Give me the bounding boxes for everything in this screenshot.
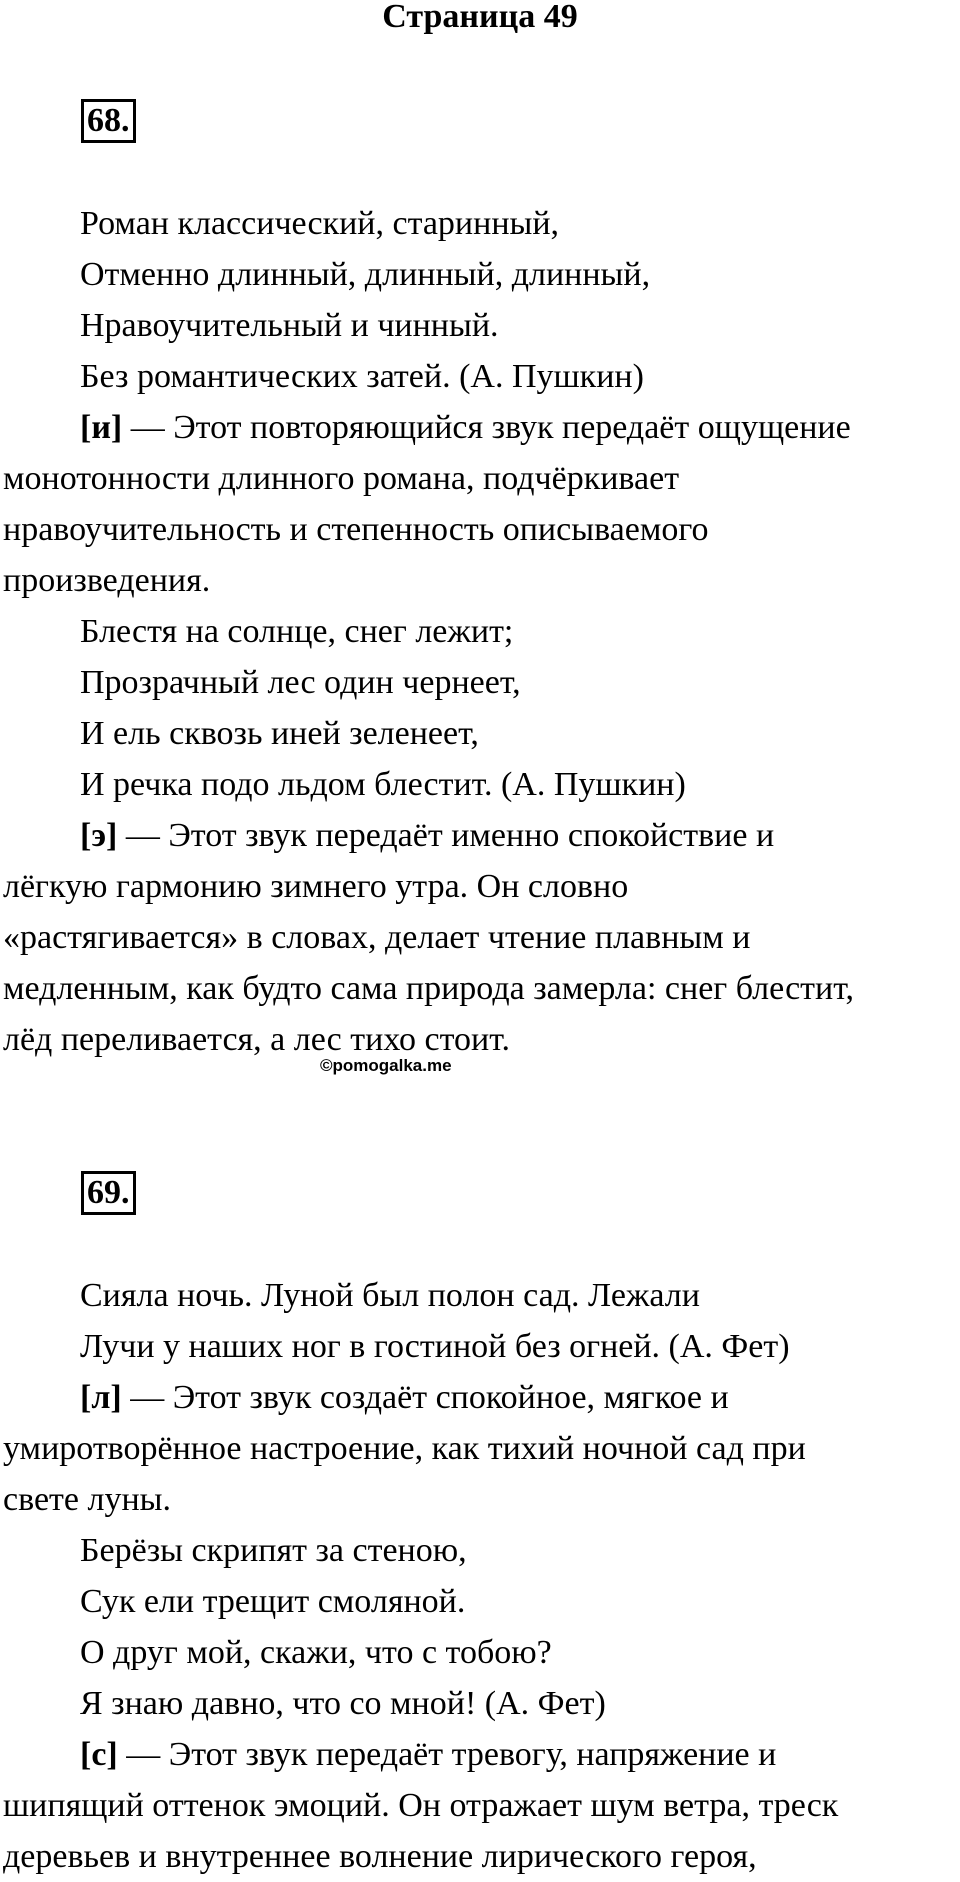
explanation-line: свете луны. bbox=[3, 1481, 171, 1518]
explanation-line bbox=[0, 1729, 960, 1780]
explanation-line: лёд переливается, а лес тихо стоит. bbox=[3, 1021, 511, 1058]
explanation-line bbox=[0, 810, 960, 861]
explanation-text: — Этот повторяющийся звук передаёт ощущение bbox=[122, 409, 851, 446]
sound-label: [с] bbox=[80, 1736, 118, 1773]
sound-label: [л] bbox=[80, 1379, 122, 1416]
poem-line: Роман классический, старинный, bbox=[80, 205, 560, 242]
poem-line: Сук ели трещит смоляной. bbox=[80, 1583, 466, 1620]
poem-line: Сияла ночь. Луной был полон сад. Лежали bbox=[80, 1277, 700, 1314]
explanation-line: умиротворённое настроение, как тихий ночной сад при bbox=[3, 1430, 806, 1467]
explanation-line bbox=[0, 402, 960, 453]
explanation-line: лёгкую гармонию зимнего утра. Он словно bbox=[3, 868, 629, 905]
explanation-line bbox=[0, 1372, 960, 1423]
explanation-text: — Этот звук передаёт тревогу, напряжение и bbox=[117, 1736, 777, 1773]
explanation-line: деревьев и внутреннее волнение лирического героя, bbox=[3, 1838, 757, 1875]
watermark: ©pomogalka.me bbox=[320, 1056, 452, 1075]
task-number-68: 68. bbox=[81, 99, 136, 143]
explanation-text: — Этот звук передаёт именно спокойствие и bbox=[117, 817, 775, 854]
sound-label: [и] bbox=[80, 409, 123, 446]
poem-line: Отменно длинный, длинный, длинный, bbox=[80, 256, 651, 293]
explanation-text: — Этот звук создаёт спокойное, мягкое и bbox=[121, 1379, 729, 1416]
explanation-line: медленным, как будто сама природа замерла: снег блестит, bbox=[3, 970, 855, 1007]
poem-line: Без романтических затей. (А. Пушкин) bbox=[80, 358, 644, 395]
poem-line: Блестя на солнце, снег лежит; bbox=[80, 613, 514, 650]
poem-line: Нравоучительный и чинный. bbox=[80, 307, 499, 344]
explanation-line: монотонности длинного романа, подчёркивает bbox=[3, 460, 680, 497]
task-69-text bbox=[0, 1270, 960, 1882]
sound-label: [э] bbox=[80, 817, 118, 854]
poem-line: Берёзы скрипят за стеною, bbox=[80, 1532, 467, 1569]
explanation-line: нравоучительность и степенность описываемого bbox=[3, 511, 709, 548]
poem-line: Я знаю давно, что со мной! (А. Фет) bbox=[80, 1685, 606, 1722]
poem-line: И речка подо льдом блестит. (А. Пушкин) bbox=[80, 766, 686, 803]
task-68-text bbox=[0, 198, 960, 1065]
page-title: Страница 49 bbox=[382, 0, 578, 35]
explanation-line: произведения. bbox=[3, 562, 211, 599]
poem-line: Лучи у наших ног в гостиной без огней. (А. Фет) bbox=[80, 1328, 790, 1365]
poem-line: О друг мой, скажи, что с тобою? bbox=[80, 1634, 552, 1671]
explanation-line: шипящий оттенок эмоций. Он отражает шум ветра, треск bbox=[3, 1787, 839, 1824]
task-number-69: 69. bbox=[81, 1171, 136, 1215]
poem-line: Прозрачный лес один чернеет, bbox=[80, 664, 521, 701]
explanation-line: «растягивается» в словах, делает чтение плавным и bbox=[3, 919, 751, 956]
poem-line: И ель сквозь иней зеленеет, bbox=[80, 715, 479, 752]
